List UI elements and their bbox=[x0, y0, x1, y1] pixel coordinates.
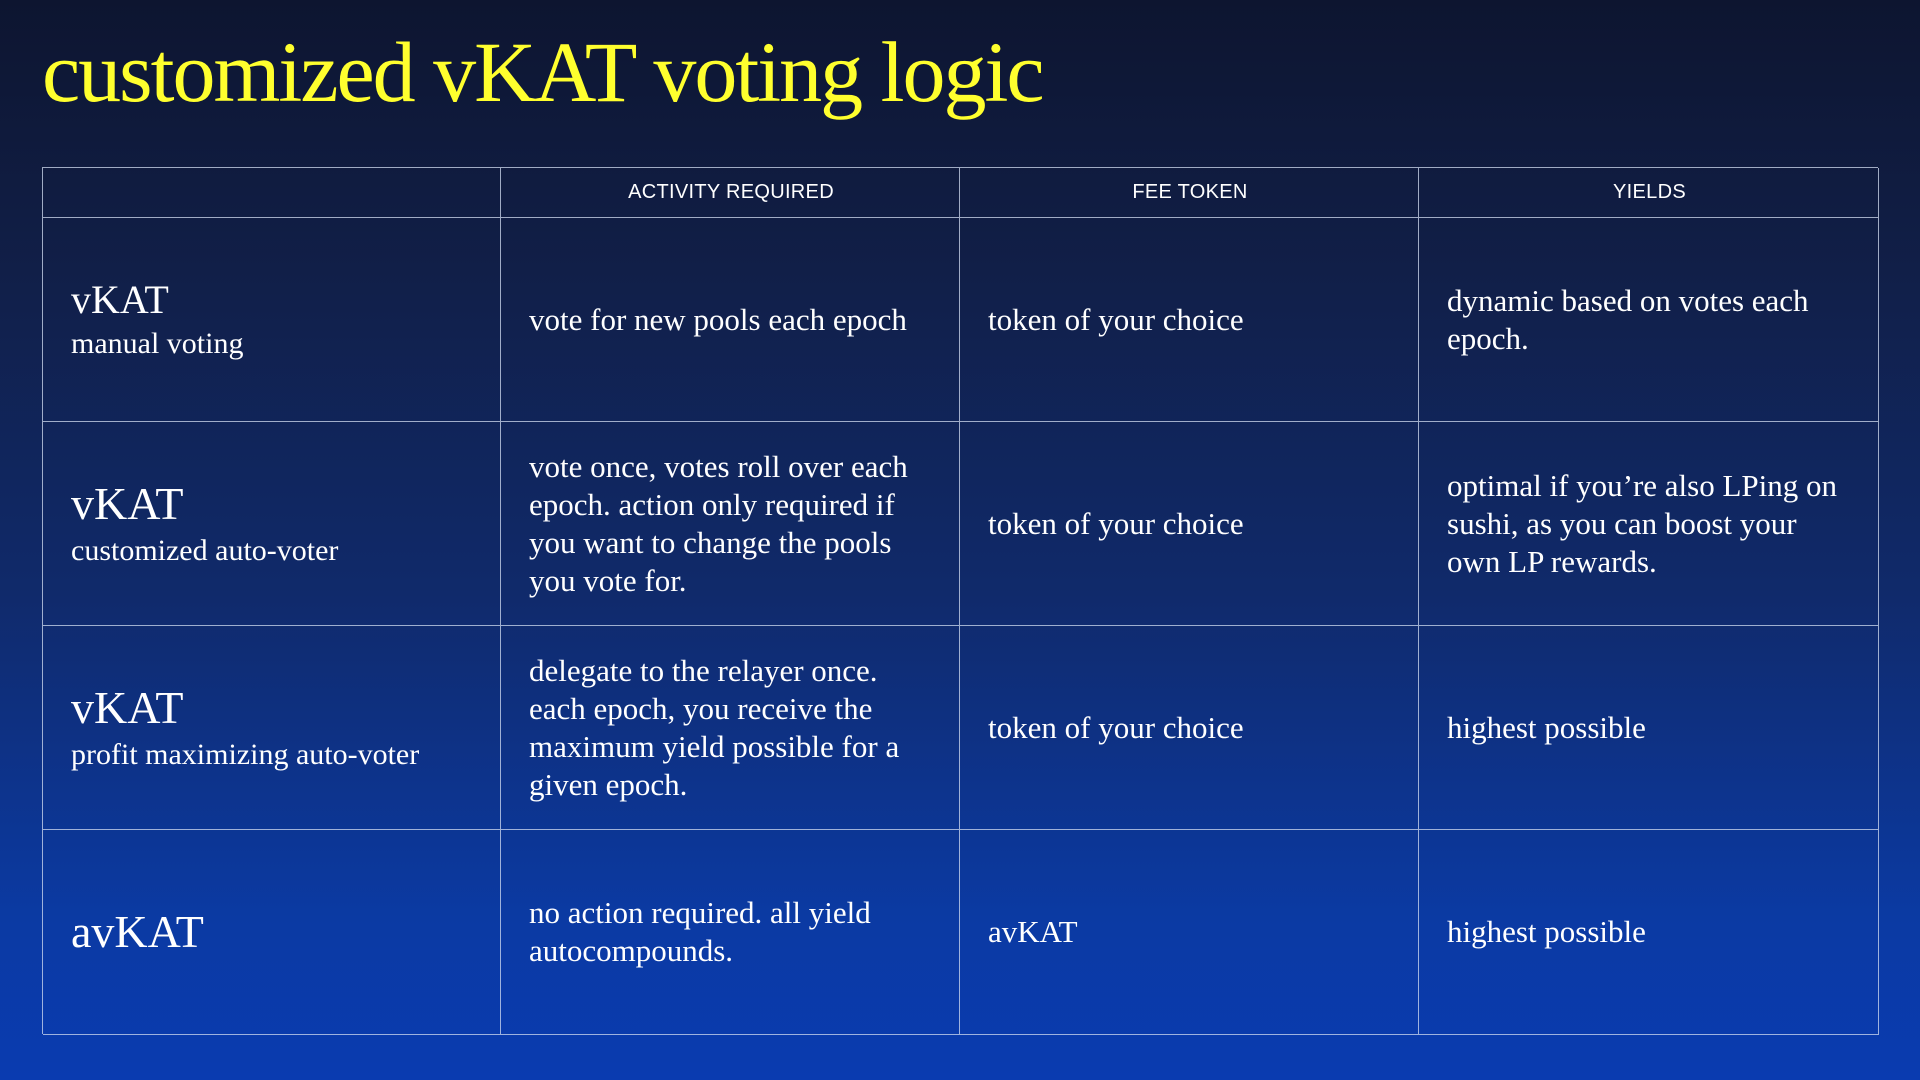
row-name: vKAT bbox=[71, 276, 169, 322]
fee-token-cell: token of your choice bbox=[960, 626, 1419, 830]
row-subtitle: manual voting bbox=[71, 326, 244, 360]
row-subtitle: customized auto-voter bbox=[71, 533, 339, 567]
fee-token-cell: token of your choice bbox=[960, 422, 1419, 626]
row-label-cell bbox=[43, 626, 501, 830]
row-label-cell bbox=[43, 218, 501, 422]
row-label-cell bbox=[43, 422, 501, 626]
page-title: customized vKAT voting logic bbox=[42, 24, 1043, 120]
activity-cell: no action required. all yield autocompounds. bbox=[501, 830, 960, 1035]
table-header-yields: YIELDS bbox=[1419, 168, 1879, 218]
activity-cell: vote once, votes roll over each epoch. action only required if you want to change the pools you vote for. bbox=[501, 422, 960, 626]
row-subtitle: profit maximizing auto-voter bbox=[71, 737, 420, 771]
row-name: vKAT bbox=[71, 477, 184, 529]
activity-cell: vote for new pools each epoch bbox=[501, 218, 960, 422]
row-label-cell bbox=[43, 830, 501, 1035]
table-header-empty bbox=[43, 168, 501, 218]
yields-cell: highest possible bbox=[1419, 626, 1879, 830]
table-header-activity: ACTIVITY REQUIRED bbox=[501, 168, 960, 218]
voting-logic-table bbox=[42, 167, 1878, 1034]
row-name: vKAT bbox=[71, 681, 184, 733]
yields-cell: dynamic based on votes each epoch. bbox=[1419, 218, 1879, 422]
yields-cell: highest possible bbox=[1419, 830, 1879, 1035]
table-header-fee-token: FEE TOKEN bbox=[960, 168, 1419, 218]
fee-token-cell: token of your choice bbox=[960, 218, 1419, 422]
yields-cell: optimal if you’re also LPing on sushi, as you can boost your own LP rewards. bbox=[1419, 422, 1879, 626]
activity-cell: delegate to the relayer once. each epoch, you receive the maximum yield possible for a given epoch. bbox=[501, 626, 960, 830]
fee-token-cell: avKAT bbox=[960, 830, 1419, 1035]
row-name: avKAT bbox=[71, 906, 204, 957]
